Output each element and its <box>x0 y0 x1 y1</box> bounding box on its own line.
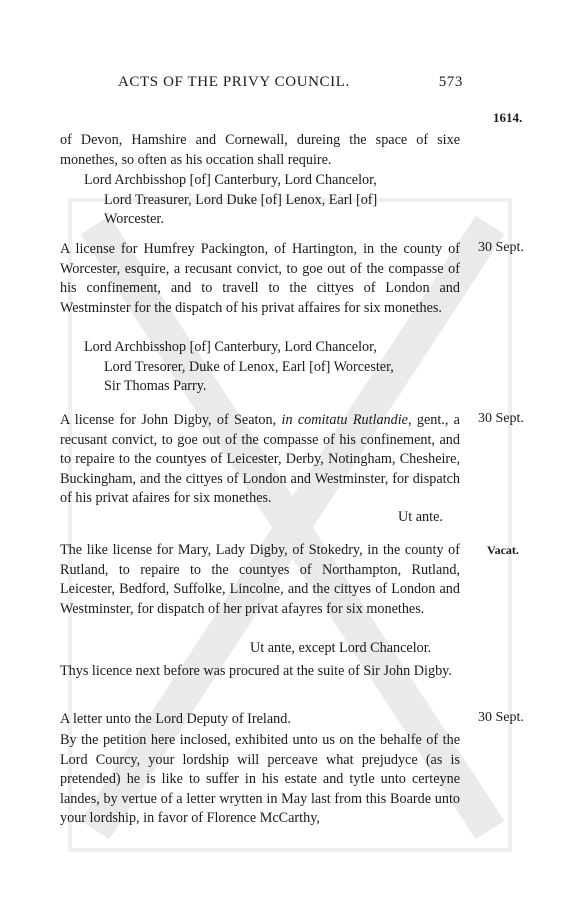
page-number: 573 <box>438 74 463 90</box>
entry-5-text: By the petition here inclosed, exhibited unto us on the behalfe of the Lord Courcy, your lordship will perceave what prejudyce (as is pretended) he is like to suffer in his estate and tytle unto certeyne landes, by vertue of a letter wrytten in May last from this Boarde unto your lordship, in favor of Florence McCarthy, <box>60 732 460 827</box>
entry-1-text: of Devon, Hamshire and Cornewall, dureing the space of sixe monethes, so often as his occation shall require. <box>60 132 460 168</box>
entry-2-text: A license for Humfrey Packington, of Hartington, in the county of Worcester, esquire, a recusant convict, to goe out of the compasse of his confinement, and to travell to the cittyes of London and Westminster for the dispatch of his privat affaires for six monethes. <box>60 241 460 316</box>
attendance-line: Lord Archbisshop [of] Canterbury, Lord Chancelor, <box>84 339 377 355</box>
entry-4-margin-note: Vacat. <box>487 543 519 557</box>
attendance-line: Worcester. <box>104 211 164 228</box>
margin-year: 1614. <box>493 110 523 125</box>
page-title: ACTS OF THE PRIVY COUNCIL. <box>118 74 350 90</box>
entry-3-text: A license for John Digby, of Seaton, in comitatu Rutlandie, gent., a recusant convict, to goe out of the compasse of his confinement, and to repaire to the countyes of Leicester, Derby, Notingham, Chesheire, Buckingham, and the cittyes of London and Westminster, for dispatch of his privat afaires for six monethes. <box>60 412 460 507</box>
entry-2-attendance <box>84 338 460 397</box>
attendance-line: Lord Archbisshop [of] Canterbury, Lord Chancelor, <box>84 172 377 188</box>
entry-3-ut-ante: Ut ante. <box>398 509 443 525</box>
entry-5-date: 30 Sept. <box>478 710 524 725</box>
entry-5-heading: A letter unto the Lord Deputy of Ireland. <box>60 711 291 727</box>
attendance-line: Lord Tresorer, Duke of Lenox, Earl [of] Worcester, <box>104 358 394 375</box>
entry-1-attendance <box>84 171 460 230</box>
latin-phrase: in comitatu Rutlandie <box>281 412 408 428</box>
entry-2-date: 30 Sept. <box>478 240 524 255</box>
entry-4-ut-ante: Ut ante, except Lord Chancelor. <box>250 640 432 656</box>
entry-3-date: 30 Sept. <box>478 411 524 426</box>
entry-4-text: The like license for Mary, Lady Digby, of Stokedry, in the county of Rutland, to repaire to the countyes of Northampton, Rutland, Leicester, Bedford, Suffolke, Lincolne, and the cittyes of London and Westminster, for dispatch of her privat afayres for six monethes. <box>60 542 460 617</box>
attendance-line: Lord Treasurer, Lord Duke [of] Lenox, Earl [of] <box>104 191 378 208</box>
attendance-line: Sir Thomas Parry. <box>104 378 207 395</box>
entry-4-note: Thys licence next before was procured at the suite of Sir John Digby. <box>60 663 452 679</box>
